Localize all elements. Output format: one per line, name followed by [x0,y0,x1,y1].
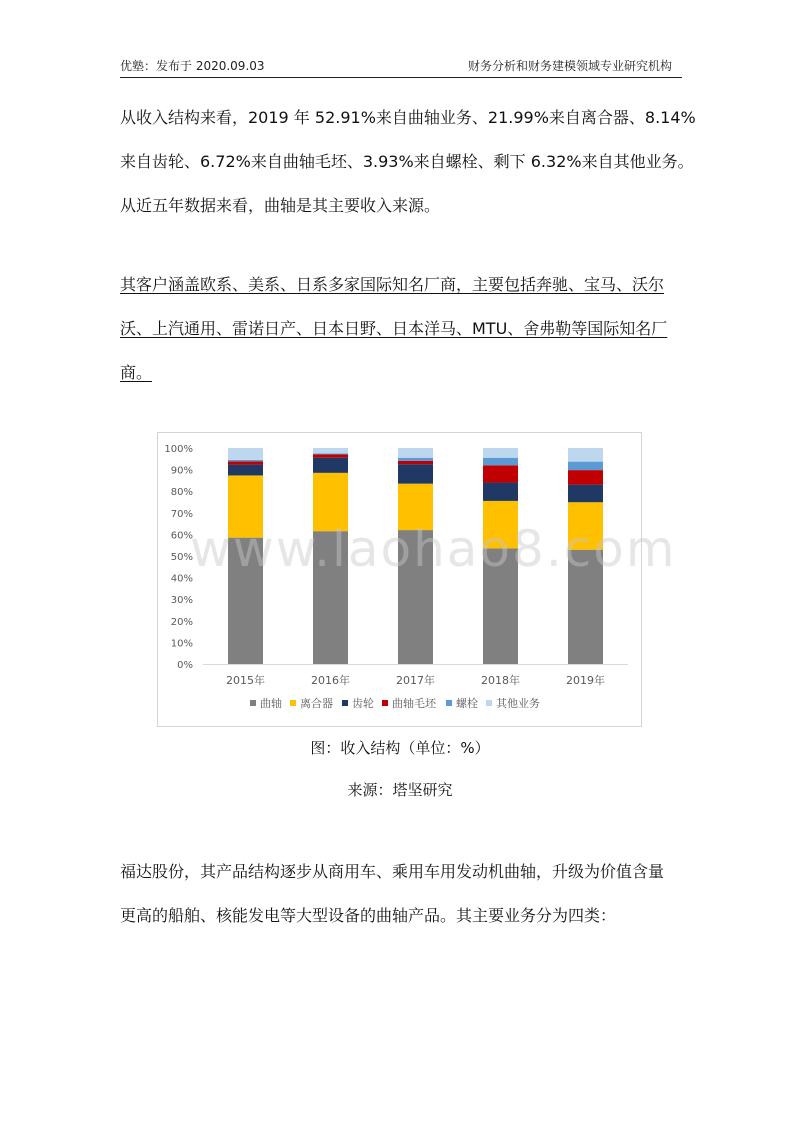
bar-segment [568,485,603,503]
header-publish-info: 优塾：发布于 2020.09.03 [120,59,265,73]
y-tick-label: 40% [170,573,193,585]
bar-segment [568,470,603,485]
y-tick-label: 0% [177,660,193,671]
bar-segment [313,453,348,454]
bar-segment [568,448,603,462]
chart-svg [158,433,641,726]
legend-swatch [486,700,492,706]
bar-segment [228,461,263,464]
bar-segment [313,458,348,473]
x-tick-label: 2016年 [311,674,350,687]
figure-source: 来源：塔坚研究 [347,781,453,799]
paragraph-line: 从收入结构来看，2019 年 52.91%来自曲轴业务、21.99%来自离合器、8.14% [120,108,696,127]
bar-segment [228,448,263,460]
bar-segment [483,465,518,482]
legend-swatch [250,700,256,706]
bar-segment [313,448,348,453]
y-tick-label: 20% [170,616,193,628]
legend-label: 螺栓 [456,697,478,710]
x-tick-label: 2018年 [481,674,520,687]
bar-segment [398,458,433,461]
paragraph-line: 更高的船舶、核能发电等大型设备的曲轴产品。其主要业务分为四类： [120,906,617,925]
paragraph-line: 来自齿轮、6.72%来自曲轴毛坯、3.93%来自螺栓、剩下 6.32%来自其他业务。 [120,152,694,171]
paragraph-line: 福达股份，其产品结构逐步从商用车、乘用车用发动机曲轴，升级为价值含量 [120,862,665,881]
legend-swatch [342,700,348,706]
revenue-structure-chart [157,432,642,727]
legend-swatch [446,700,452,706]
bar-segment [228,460,263,462]
paragraph-line: 从近五年数据来看，曲轴是其主要收入来源。 [120,196,441,215]
y-tick-label: 60% [170,530,193,542]
bar-segment [568,462,603,470]
paragraph-line: 商。 [120,363,153,382]
bar-segment [483,448,518,458]
page-header [120,55,682,78]
bar-segment [228,465,263,476]
legend-label: 其他业务 [496,697,540,710]
y-tick-label: 80% [170,487,193,499]
bar-segment [483,458,518,466]
x-tick-label: 2015年 [226,674,265,687]
y-tick-label: 50% [170,552,193,563]
legend-label: 曲轴毛坯 [392,697,436,710]
figure-caption: 图：收入结构（单位：%） [310,739,490,757]
x-tick-label: 2019年 [566,674,605,687]
legend-label: 曲轴 [260,697,282,710]
legend-swatch [382,700,388,706]
y-tick-label: 10% [170,638,193,650]
y-tick-label: 30% [170,595,193,607]
watermark: www.laohao8.com [190,520,677,578]
x-tick-label: 2017年 [396,674,435,687]
bar-segment [398,461,433,464]
header-org-name: 财务分析和财务建模领域专业研究机构 [467,59,672,73]
bar-segment [398,448,433,458]
y-tick-label: 100% [164,444,193,455]
bar-segment [313,454,348,457]
y-tick-label: 70% [170,508,193,520]
paragraph-line: 沃、上汽通用、雷诺日产、日本日野、日本洋马、MTU、舍弗勒等国际知名厂 [120,319,668,338]
y-tick-label: 90% [170,465,193,477]
paragraph-line: 其客户涵盖欧系、美系、日系多家国际知名厂商，主要包括奔驰、宝马、沃尔 [120,275,665,294]
bar-segment [483,483,518,501]
legend-swatch [290,700,296,706]
bar-segment [398,464,433,483]
legend-label: 齿轮 [352,697,374,710]
legend-label: 离合器 [300,697,333,710]
